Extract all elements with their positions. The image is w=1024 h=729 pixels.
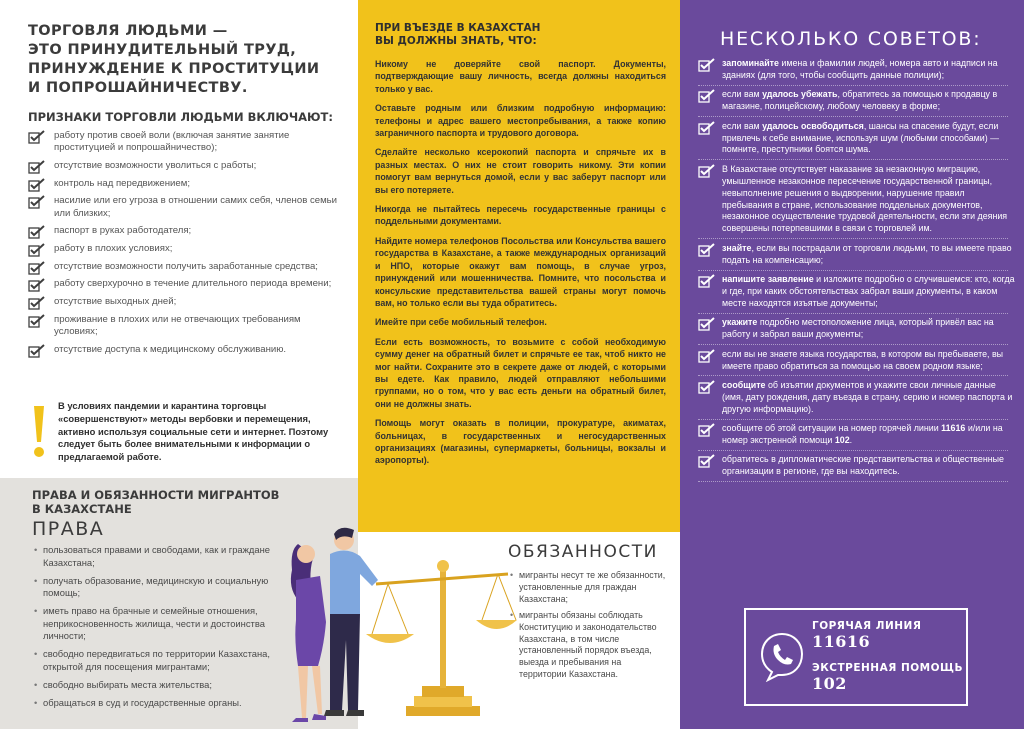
tip-text: и изложите подробно о случившемся: кто, когда и где, при каких обстоятельствах забрал ваши документы, в каком месте находятся изъятые документы;: [722, 274, 1015, 308]
tip-item-text: [722, 89, 997, 111]
tip-text: подробно местоположение лица, который привёл вас на работу и забрал ваши документы;: [722, 317, 994, 340]
rights-list: [34, 544, 284, 715]
duties-list: [510, 570, 668, 685]
sign-item: [28, 195, 340, 220]
rights-title: ПРАВА: [32, 518, 105, 540]
tip-emphasis: удалось убежать: [762, 89, 838, 100]
sign-item: [28, 178, 340, 190]
entry-advice-section: [358, 0, 680, 532]
tip-divider: [698, 450, 1008, 451]
sign-item: [28, 344, 340, 356]
sign-item-text: работу сверхурочно в течение длительного периода времени;: [54, 278, 332, 290]
hotline-number[interactable]: 11616: [812, 632, 871, 651]
tips-panel: [680, 0, 1024, 729]
sign-item-text: отсутствие доступа к медицинскому обслуживанию.: [54, 343, 287, 355]
checkbox-check-icon: [698, 349, 716, 363]
checkbox-check-icon: [698, 89, 716, 103]
hotline-label: ГОРЯЧАЯ ЛИНИЯ: [812, 620, 922, 632]
rights-item: • обращаться в суд и государственные органы.: [34, 697, 284, 710]
tip-item: [698, 58, 1016, 82]
tip-text: имена и фамилии людей, номера авто и надписи на зданиях (для того, чтобы сообщить данные полиции);: [722, 58, 998, 80]
sign-item: [28, 225, 340, 237]
advice-paragraph: Имейте при себе мобильный телефон.: [375, 317, 547, 328]
tip-item: [698, 121, 1016, 157]
sign-item: [28, 314, 340, 339]
tip-item-text: [722, 58, 998, 80]
tip-item: [698, 423, 1016, 447]
tip-divider: [698, 375, 1008, 376]
duties-title: ОБЯЗАННОСТИ: [508, 542, 658, 562]
checkbox-check-icon: [698, 423, 716, 437]
tip-divider: [698, 344, 1008, 345]
checkbox-check-icon: [28, 278, 46, 292]
tip-text: и/или на номер экстренной помощи: [722, 423, 1003, 446]
tip-emphasis: напишите заявление: [722, 274, 814, 285]
entry-heading: [375, 22, 666, 48]
checkbox-check-icon: [698, 164, 716, 178]
tip-item-text: [722, 317, 994, 339]
checkbox-check-icon: [698, 121, 716, 135]
sign-item-text: проживание в плохих или не отвечающих требованиям условиях;: [54, 313, 301, 338]
hotline-box: [744, 608, 968, 706]
checkbox-check-icon: [28, 225, 46, 239]
main-title: [28, 22, 340, 98]
advice-paragraph: Найдите номера телефонов Посольства или Консульства вашего государства в Казахстане, а также международных организаций и НПО, которые окажут вам помощь, в случае угроз, принуждений или мошенничества. Помните, что посольства и консульские представительства вашей страны могут помочь вам, но только если вы туда обратитесь.: [375, 235, 666, 308]
signs-heading: ПРИЗНАКИ ТОРГОВЛИ ЛЮДЬМИ ВКЛЮЧАЮТ:: [28, 110, 333, 124]
rights-item: • иметь право на брачные и семейные отношения, неприкосновенность жилища, чести и достоинства личности;: [34, 605, 284, 643]
tip-item: [698, 164, 1016, 235]
checkbox-check-icon: [28, 296, 46, 310]
man-figure: [324, 528, 378, 716]
tip-text: В Казахстане отсутствует наказание за незаконную миграцию, умышленное незаконное пересечение государственной границы, невыполнение решения о выдворении, нарушение правил пребывания в стране, использование поддельных документов, незаконное осуществление трудовой деятельности, если эти деяния совершены потерпевшими в связи с торговлей им.: [722, 163, 1008, 234]
main-title-line: ЭТО ПРИНУДИТЕЛЬНЫЙ ТРУД,: [28, 42, 297, 58]
checkbox-check-icon: [28, 314, 46, 328]
tip-divider: [698, 116, 1008, 117]
pandemic-warning: [28, 400, 348, 464]
tip-emphasis: удалось освободиться: [762, 120, 864, 131]
checkbox-check-icon: [698, 380, 716, 394]
tip-item-text: [722, 274, 1015, 308]
tip-item: [698, 380, 1016, 416]
tip-item: [698, 243, 1016, 267]
rights-item: • свободно передвигаться по территории Казахстана, открытой для посещения мигрантами;: [34, 648, 284, 673]
checkbox-check-icon: [698, 454, 716, 468]
sign-item: [28, 261, 340, 273]
tip-emphasis: знайте: [722, 242, 752, 253]
advice-paragraph: Никогда не пытайтесь пересечь государственные границы с поддельными документами.: [375, 204, 666, 227]
advice-paragraph: Оставьте родным или близким подробную информацию: телефоны и адрес вашего местопребывания, а также копию заграничного паспорта и трудового договора.: [375, 103, 666, 139]
advice-paragraph: Помощь могут оказать в полиции, прокуратуре, акиматах, больницах, в государственных и негосударственных организациях (магазины, супермаркеты, больницы, вокзалы и аэропорты).: [375, 418, 666, 466]
tip-divider: [698, 270, 1008, 271]
tip-item: [698, 349, 1016, 373]
rights-item: • свободно выбирать места жительства;: [34, 679, 284, 692]
main-title-line: ПРИНУЖДЕНИЕ К ПРОСТИТУЦИИ: [28, 61, 320, 77]
tip-text: , обратитесь за помощью к продавцу в магазине, полицейскому, любому человеку в форме;: [722, 89, 998, 112]
sign-item: [28, 130, 340, 155]
tip-item-text: [722, 164, 1007, 234]
tip-text: если вам: [722, 89, 763, 100]
exclamation-icon: [28, 404, 50, 460]
emergency-number[interactable]: 102: [812, 674, 847, 693]
tip-item-text: [722, 349, 1003, 371]
advice-paragraph: Сделайте несколько ксерокопий паспорта и спрячьте их в разных местах. О них не стоит говорить никому. Эти копии помогут вам вернуться домой, если у вас заберут паспорт или вы его потеряете.: [375, 147, 666, 195]
advice-paragraph: Никому не доверяйте свой паспорт. Документы, подтверждающие вашу личность, всегда должны находиться только у вас.: [375, 59, 666, 94]
checkbox-check-icon: [28, 261, 46, 275]
scales-icon: [366, 560, 517, 716]
tip-item-text: [722, 454, 1004, 476]
checkbox-check-icon: [28, 178, 46, 192]
sign-item: [28, 243, 340, 255]
sign-item-text: паспорт в руках работодателя;: [54, 225, 192, 237]
rights-item: • получать образование, медицинскую и социальную помощь;: [34, 575, 284, 600]
sign-item-text: отсутствие возможности получить заработанные средства;: [54, 260, 318, 272]
sign-item-text: работу в плохих условиях;: [54, 243, 173, 255]
tip-item-text: [722, 423, 1003, 445]
tip-divider: [698, 313, 1008, 314]
tip-item-text: [722, 380, 1012, 414]
checkbox-check-icon: [698, 58, 716, 72]
entry-heading-line: ВЫ ДОЛЖНЫ ЗНАТЬ, ЧТО:: [375, 35, 537, 47]
couple-with-scales-illustration: [268, 510, 518, 729]
sign-item-text: контроль над передвижением;: [54, 177, 191, 189]
tip-text: , шансы на спасение будут, если привлечь к себе внимание, используя шум (любыми способами) — помните, преступники боятся шума.: [722, 120, 1000, 155]
tip-divider: [698, 419, 1008, 420]
tip-emphasis: укажите: [722, 317, 758, 328]
sign-item: [28, 296, 340, 308]
tip-text: если вы не знаете языка государства, в котором вы пребываете, вы имеете право обратиться за помощью на своем родном языке;: [722, 348, 1004, 371]
tip-item-text: [722, 121, 999, 155]
tip-emphasis: 11616: [941, 423, 966, 434]
checkbox-check-icon: [28, 344, 46, 358]
tip-emphasis: запоминайте: [722, 58, 779, 68]
tip-text: об изъятии документов и укажите свои личные данные (имя, дату рождения, дату въезда в страну, серию и номер паспорта и другую информацию).: [722, 379, 1013, 414]
warning-text: В условиях пандемии и карантина торговцы «совершенствуют» методы вербовки и перемещения, активно используя социальные сети и интернет. Поэтому следует быть более внимательными к информации о предлагаемой работе.: [58, 400, 329, 463]
main-title-line: И ПОПРОШАЙНИЧЕСТВУ.: [28, 80, 248, 96]
duties-item: • мигранты обязаны соблюдать Конституцию и законодательство Казахстана, в том числе установленный порядок въезда, выезда и пребывания на территории Казахстана.: [510, 610, 668, 681]
main-title-line: ТОРГОВЛЯ ЛЮДЬМИ —: [28, 23, 228, 39]
tip-divider: [698, 481, 1008, 482]
tip-text: .: [849, 435, 853, 446]
tip-text: обратитесь в дипломатические представительства и общественные организации в регионе, где вы находитесь.: [722, 454, 1004, 477]
checkbox-check-icon: [28, 195, 46, 209]
sign-item-text: работу против своей воли (включая занятие занятие проституцией и попрошайничество);: [54, 130, 290, 154]
checkbox-check-icon: [28, 160, 46, 174]
sign-item-text: насилие или его угроза в отношении самих себя, членов семьи или близких;: [54, 195, 338, 219]
tip-item: [698, 274, 1016, 310]
tip-divider: [698, 238, 1008, 239]
tips-list: [698, 58, 1016, 486]
rights-heading-line: В КАЗАХСТАНЕ: [32, 502, 132, 516]
checkbox-check-icon: [698, 274, 716, 288]
rights-heading-line: ПРАВА И ОБЯЗАННОСТИ МИГРАНТОВ: [32, 488, 280, 502]
tip-item-text: [722, 243, 1012, 265]
tip-divider: [698, 159, 1008, 160]
checkbox-check-icon: [698, 243, 716, 257]
sign-item: [28, 278, 340, 290]
checkbox-check-icon: [698, 317, 716, 331]
sign-item-text: отсутствие возможности уволиться с работы;: [54, 159, 257, 171]
tip-text: сообщите об этой ситуации на номер горячей линии: [722, 423, 942, 434]
rights-item: • пользоваться правами и свободами, как и граждане Казахстана;: [34, 544, 284, 569]
tip-emphasis: сообщите: [722, 379, 766, 390]
tip-item: [698, 317, 1016, 341]
tip-text: , если вы пострадали от торговли людьми, то вы имеете право подать на компенсацию;: [722, 242, 1012, 265]
tip-item: [698, 89, 1016, 113]
sign-item: [28, 160, 340, 172]
sign-item-text: отсутствие выходных дней;: [54, 296, 177, 308]
tip-divider: [698, 85, 1008, 86]
tip-text: если вам: [722, 120, 763, 131]
tips-title: НЕСКОЛЬКО СОВЕТОВ:: [720, 28, 982, 50]
duties-item: • мигранты несут те же обязанности, установленные для граждан Казахстана;: [510, 570, 668, 606]
signs-list: [28, 130, 340, 356]
emergency-label: ЭКСТРЕННАЯ ПОМОЩЬ: [812, 662, 963, 674]
phone-icon: [760, 632, 804, 682]
woman-figure: [291, 544, 326, 722]
checkbox-check-icon: [28, 243, 46, 257]
tip-item: [698, 454, 1016, 478]
checkbox-check-icon: [28, 130, 46, 144]
entry-heading-line: ПРИ ВЪЕЗДЕ В КАЗАХСТАН: [375, 22, 541, 34]
tip-emphasis: 102: [834, 435, 850, 446]
advice-paragraph: Если есть возможность, то возьмите с собой необходимую сумму денег на обратный билет и спрячьте ее так, чтоб никто не мог найти. Сохраните это в секрете даже от людей, с которыми вы едете. Как правило, людей отправляют небольшими группами, но о том, что у вас есть деньги на обратный билет, они не должны знать.: [375, 336, 666, 409]
